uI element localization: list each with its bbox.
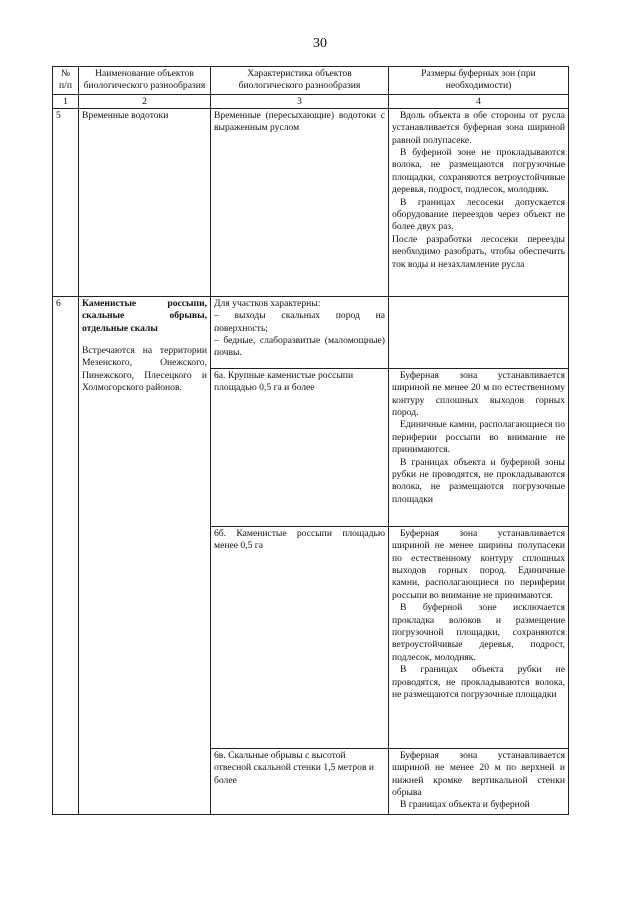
header-characteristic: Характеристика объектов биологического разнообразия — [211, 67, 389, 95]
header-number: № п/п — [53, 67, 79, 95]
buffer-paragraph: Буферная зона устанавливается шириной не менее 20 м по верхней и нижней кромке вертикальной стенки обрыва — [392, 749, 565, 799]
characteristic-line: Для участков характерны: — [214, 297, 321, 309]
object-characteristic: 6а. Крупные каменистые россыпи площадью 0,5 га и более — [211, 368, 389, 526]
table-header-row — [53, 67, 569, 95]
object-location: Встречаются на территории Мезенского, Онежского, Пинежского, Плесецкого и Холмогорского районов. — [82, 345, 207, 394]
row-number: 5 — [53, 108, 79, 296]
characteristic-line: – выходы скальных пород на поверхность; — [214, 310, 385, 334]
buffer-paragraph: В буферной зоне не прокладываются волока, не размещаются погрузочные площадки, сохраняются ветроустойчивые деревья, подрост, подлесок, молодняк. — [392, 147, 565, 196]
buffer-paragraph: Буферная зона устанавливается шириной не менее 20 м по естественному контуру сплошных выходов горных пород. — [392, 369, 565, 419]
buffer-paragraph: В границах лесосеки допускается оборудование переездов через объект не более двух раз. — [392, 196, 565, 233]
object-characteristic — [211, 296, 389, 368]
header-object-name: Наименование объектов биологического разнообразия — [79, 67, 211, 95]
characteristic-line: – бедные, слаборазвитые (маломощные) почвы. — [214, 335, 385, 359]
buffer-paragraph: Вдоль объекта в обе стороны от русла устанавливается буферная зона шириной равной полупасеке. — [392, 109, 565, 146]
buffer-zone-text — [389, 526, 569, 748]
object-characteristic: Временные (пересыхающие) водотоки с выраженным руслом — [211, 108, 389, 296]
buffer-paragraph: В границах объекта и буферной — [400, 799, 530, 811]
buffer-paragraph: Единичные камни, располагающиеся по периферии россыпи во внимание не принимаются. — [392, 419, 565, 456]
buffer-zone-text — [389, 108, 569, 296]
buffer-zone-table — [52, 66, 569, 815]
buffer-paragraph: В границах объекта и буферной зоны рубки не проводятся, не прокладываются волока, не размещаются погрузочные площадки — [392, 456, 565, 505]
object-name-cell — [79, 296, 211, 814]
buffer-paragraph: В буферной зоне исключается прокладка волоков и размещение погрузочной площадки, сохраняются ветроустойчивые деревья, подрост, подлесок, молодняк. — [392, 602, 565, 663]
column-number: 3 — [211, 94, 389, 108]
buffer-paragraph: После разработки лесосеки переезды необходимо разобрать, чтобы обеспечить ток воды и незахламление русла — [392, 233, 565, 270]
object-name: Временные водотоки — [79, 108, 211, 296]
buffer-paragraph: В границах объекта рубки не проводятся, не прокладываются волока, не размещаются погрузочные площадки — [392, 664, 565, 701]
column-number-row — [53, 94, 569, 108]
buffer-zone-text — [389, 748, 569, 814]
column-number: 1 — [53, 94, 79, 108]
header-buffer-size: Размеры буферных зон (при необходимости) — [389, 67, 569, 95]
buffer-zone-text — [389, 368, 569, 526]
object-name: Каменистые россыпи, скальные обрывы, отдельные скалы — [82, 297, 207, 334]
page-number: 30 — [313, 36, 327, 51]
buffer-paragraph: Буферная зона устанавливается шириной не менее ширины полупасеки по естественному контуру сплошных выходов горных пород. Единичные камни, располагающиеся по периферии россыпи во внимание не принимаются. — [392, 527, 565, 601]
row-number: 6 — [53, 296, 79, 814]
object-characteristic: 6в. Скальные обрывы с высотой отвесной скальной стенки 1,5 метров и более — [211, 748, 389, 814]
column-number: 2 — [79, 94, 211, 108]
buffer-zone-text — [389, 296, 569, 368]
object-characteristic: 6б. Каменистые россыпи площадью менее 0,5 га — [211, 526, 389, 748]
table-row — [53, 296, 569, 368]
column-number: 4 — [389, 94, 569, 108]
table-row — [53, 108, 569, 296]
